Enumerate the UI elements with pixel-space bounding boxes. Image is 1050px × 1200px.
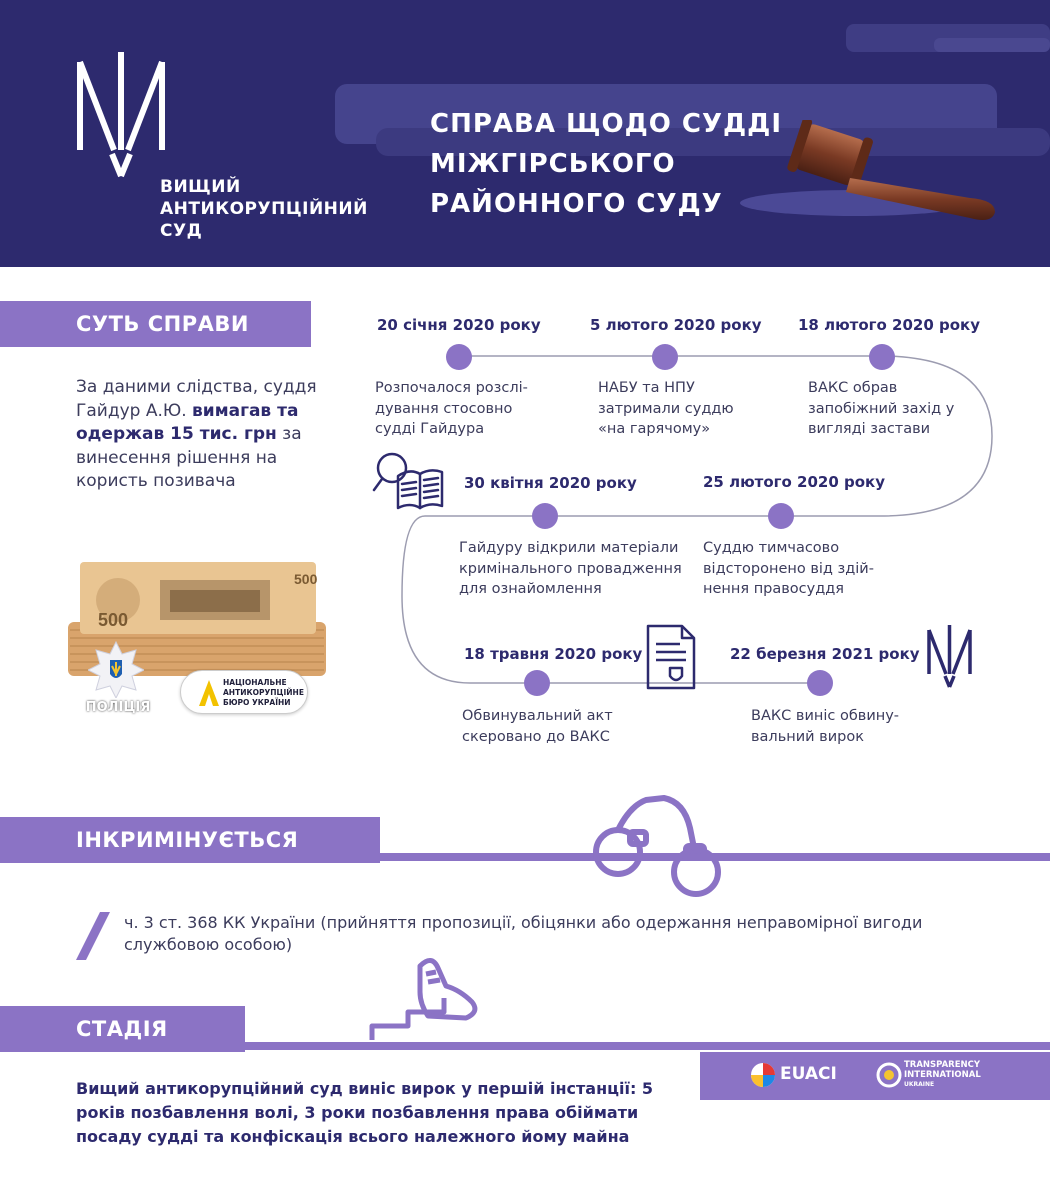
verdict-line: років позбавлення волі, 3 роки позбавлення права обіймати [76,1103,639,1122]
timeline-date: 5 лютого 2020 року [590,316,762,334]
timeline-description [375,378,528,440]
section-heading-essence: СУТЬ СПРАВИ [0,301,311,347]
section-heading-stage: СТАДІЯ [0,1006,245,1052]
svg-text:500: 500 [98,610,129,630]
description-line: Суддю тимчасово [703,540,840,556]
court-name-line: СУД [160,221,203,241]
euaci-label: EUACI [780,1064,837,1084]
description-line: ВАКС виніс обвину- [751,708,900,724]
timeline-date: 30 квітня 2020 року [464,474,637,492]
timeline-description [808,378,954,440]
timeline-description [703,538,874,600]
title-line: СПРАВА ЩОДО СУДДІ [430,109,783,139]
verdict-text [76,1077,696,1149]
verdict-line: посаду судді та конфіскація всього належного йому майна [76,1127,630,1146]
nabu-line: БЮРО УКРАЇНИ [223,698,291,707]
description-line: для ознайомлення [459,581,602,597]
timeline-description [459,538,682,600]
slash-marker-icon [76,912,110,960]
court-name-line: АНТИКОРУПЦІЙНИЙ [160,199,368,219]
description-line: Гайдуру відкрили матеріали [459,540,679,556]
timeline-dot [652,344,678,370]
handcuffs-icon [590,788,730,900]
description-line: ВАКС обрав [808,380,898,396]
magnifier-book-icon [372,448,446,514]
section-heading-incriminated: ІНКРИМІНУЄТЬСЯ [0,817,380,863]
description-line: нення правосуддя [703,581,845,597]
timeline-dot [807,670,833,696]
timeline-description [751,706,899,747]
nabu-line: АНТИКОРУПЦІЙНЕ [223,688,304,697]
timeline-description [462,706,613,747]
verdict-line: Вищий антикорупційний суд виніс вирок у першій інстанції: 5 [76,1079,654,1098]
description-line: вигляді застави [808,421,931,437]
shoe-step-icon [368,952,488,1048]
timeline-dot [532,503,558,529]
description-line: «на гарячому» [598,421,711,437]
timeline-description [598,378,734,440]
description-line: судді Гайдура [375,421,485,437]
nabu-line: НАЦІОНАЛЬНЕ [223,678,287,687]
timeline-date: 25 лютого 2020 року [703,473,885,491]
partners-bar [700,1052,1050,1100]
timeline-dot [446,344,472,370]
ti-label-line: INTERNATIONAL [904,1070,981,1080]
description-line: вальний вирок [751,728,864,745]
summary-text: за винесення рішення на користь позивача [76,424,302,491]
summary-text: За даними слідства, суддя Гайдур А.Ю. [76,377,317,421]
timeline-dot [869,344,895,370]
trident-logo-icon [926,624,976,692]
summary-highlight: вимагав та одержав 15 тис. грн [76,400,299,444]
description-line: Розпочалося розслі- [375,380,528,396]
court-name-line: ВИЩИЙ [160,177,241,197]
svg-text:500: 500 [294,571,318,587]
ti-label-line: UKRAINE [904,1081,935,1088]
description-line: Обвинувальний акт [462,708,613,724]
timeline-dot [524,670,550,696]
timeline-dot [768,503,794,529]
description-line: запобіжний захід у [808,400,955,417]
title-line: РАЙОННОГО СУДУ [430,189,723,219]
timeline-date: 22 березня 2021 року [730,645,920,663]
title-line: МІЖГІРСЬКОГО [430,149,676,179]
description-line: відсторонено від здій- [703,560,874,577]
charge-text: ч. 3 ст. 368 КК України (прийняття пропозиції, обіцянки або одержання неправомірної вигоди службовою особою) [124,913,923,954]
ti-label [904,1060,981,1090]
police-label: ПОЛІЦІЯ [85,700,151,715]
description-line: НАБУ та НПУ [598,380,695,396]
section-divider [245,1042,1050,1050]
document-seal-icon [644,624,698,690]
ti-logo-icon [876,1062,902,1088]
description-line: затримали суддю [598,400,734,417]
description-line: скеровано до ВАКС [462,728,610,745]
description-line: дування стосовно [375,400,513,417]
timeline-date: 18 лютого 2020 року [798,316,980,334]
timeline-date: 18 травня 2020 року [464,645,643,663]
description-line: кримінального провадження [459,560,682,577]
euaci-logo-icon [750,1062,776,1088]
ti-label-line: TRANSPARENCY [904,1060,981,1070]
timeline-date: 20 січня 2020 року [377,316,541,334]
